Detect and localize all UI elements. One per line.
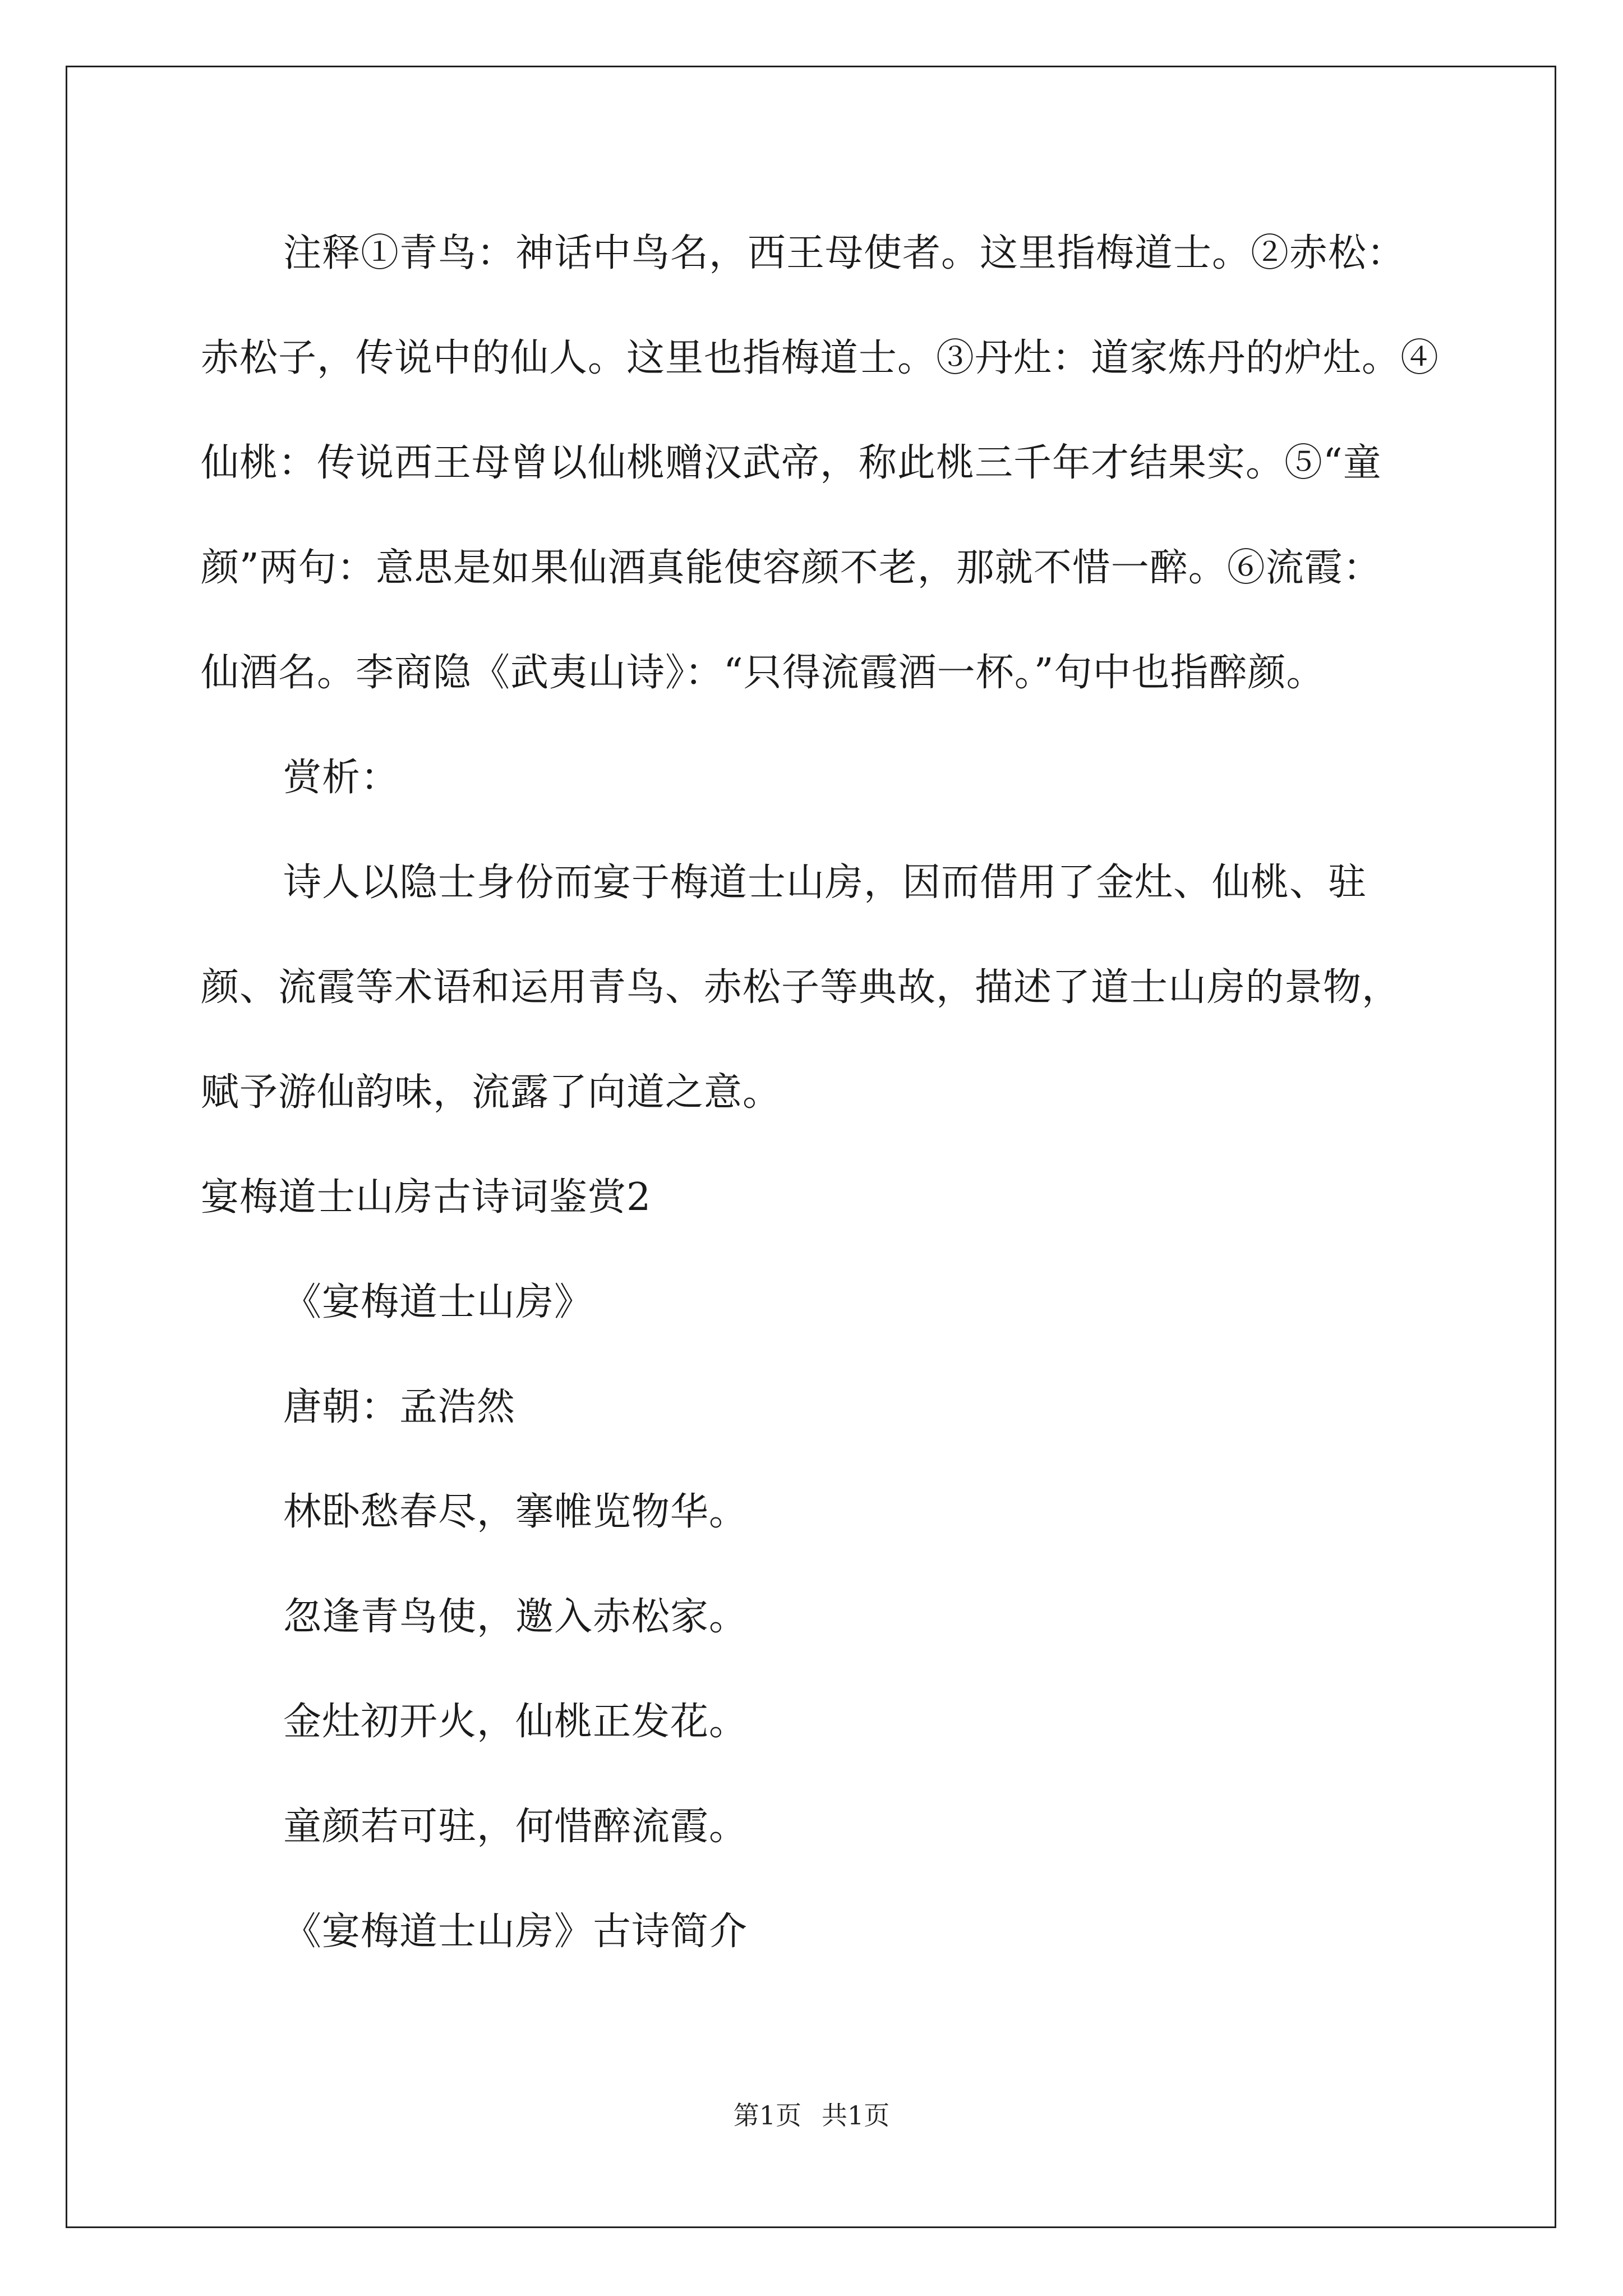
poem-verse: 林卧愁春尽，搴帷览物华。 <box>283 1490 748 1534</box>
poem-author: 唐朝：孟浩然 <box>283 1385 516 1429</box>
page-footer <box>0 2099 1623 2132</box>
notes-line-1: 注释①青鸟：神话中鸟名，西王母使者。这里指梅道士。②赤松： <box>283 231 1406 275</box>
notes-line-5: 仙酒名。李商隐《武夷山诗》：“只得流霞酒一杯。”句中也指醉颜。 <box>201 651 1325 695</box>
appreciation-line-3: 赋予游仙韵味，流露了向道之意。 <box>201 1070 782 1115</box>
appreciation-line-1: 诗人以隐士身份而宴于梅道士山房，因而借用了金灶、仙桃、驻 <box>283 861 1367 905</box>
poem-verse: 金灶初开火，仙桃正发花。 <box>283 1700 748 1744</box>
poem-title: 《宴梅道士山房》 <box>283 1280 593 1324</box>
poem-verse: 忽逢青鸟使，邀入赤松家。 <box>283 1595 748 1639</box>
notes-line-4: 颜”两句：意思是如果仙酒真能使容颜不老，那就不惜一醉。⑥流霞： <box>201 546 1382 590</box>
poem-verse: 童颜若可驻，何惜醉流霞。 <box>283 1805 748 1849</box>
section-title: 宴梅道士山房古诗词鉴赏2 <box>201 1175 652 1220</box>
page-total: 共1页 <box>822 2100 890 2131</box>
notes-line-2: 赤松子，传说中的仙人。这里也指梅道士。③丹灶：道家炼丹的炉灶。④ <box>201 336 1440 380</box>
page-border <box>66 66 1556 2228</box>
notes-line-3: 仙桃：传说西王母曾以仙桃赠汉武帝，称此桃三千年才结果实。⑤“童 <box>201 441 1382 485</box>
intro-heading: 《宴梅道士山房》古诗简介 <box>283 1910 748 1954</box>
page-number: 第1页 <box>733 2100 801 2131</box>
appreciation-heading: 赏析： <box>283 756 400 800</box>
appreciation-line-2: 颜、流霞等术语和运用青鸟、赤松子等典故，描述了道士山房的景物， <box>201 965 1401 1010</box>
